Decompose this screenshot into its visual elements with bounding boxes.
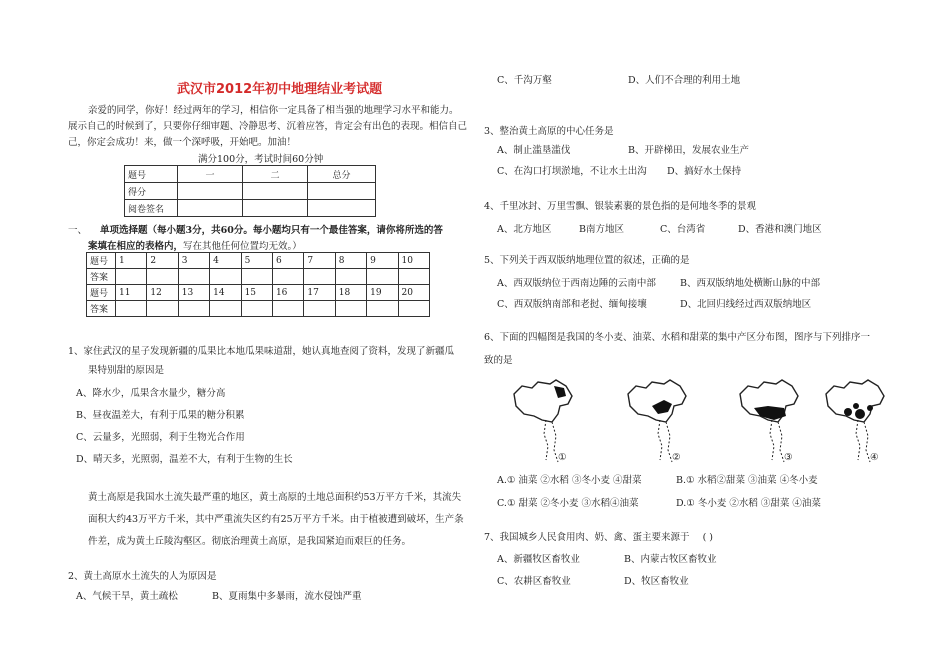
q1-option-a[interactable]: A、降水少，瓜果含水量少，糖分高: [76, 388, 226, 399]
china-map-1: [508, 376, 580, 466]
question-number: 15: [241, 285, 272, 301]
score-cell[interactable]: [178, 200, 243, 217]
question-number: 12: [147, 285, 178, 301]
question-number: 10: [398, 253, 429, 269]
q5-option-d[interactable]: D、北回归线经过西双版纳地区: [680, 299, 812, 310]
question-number: 3: [178, 253, 209, 269]
q5-option-b[interactable]: B、西双版纳地处横断山脉的中部: [680, 278, 820, 289]
q1-option-c[interactable]: C、云量多，光照弱，利于生物光合作用: [76, 432, 245, 443]
q4-option-d[interactable]: D、香港和澳门地区: [738, 224, 822, 235]
question-number: 8: [335, 253, 366, 269]
question-number: 18: [335, 285, 366, 301]
q7-option-c[interactable]: C、农耕区畜牧业: [497, 576, 571, 587]
answer-row-label: 题号: [87, 253, 116, 269]
answer-cell[interactable]: [178, 269, 209, 285]
q7-option-b[interactable]: B、内蒙古牧区畜牧业: [624, 554, 717, 565]
score-cell: 阅卷签名: [125, 200, 178, 217]
china-map-2-icon: [622, 376, 694, 466]
passage-line-2: 面积大约43万平方千米，其中严重流失区约有25万平方千米。由于植被遭到破坏，生产条: [88, 514, 464, 525]
answer-cell[interactable]: [147, 301, 178, 317]
q3-stem: 3、整治黄土高原的中心任务是: [484, 126, 614, 137]
intro-line-1: 亲爱的同学，你好！经过两年的学习，相信你一定具备了相当强的地理学习水平和能力。: [88, 105, 459, 116]
q1-stem: 1、家住武汉的星子发现新疆的瓜果比本地瓜果味道甜，她认真地查阅了资料，发现了新疆瓜: [68, 346, 455, 357]
map-label-4: ④: [870, 452, 879, 463]
q2-option-c[interactable]: C、千沟万壑: [497, 75, 552, 86]
section-number: 一、: [68, 225, 88, 236]
answer-cell[interactable]: [335, 269, 366, 285]
answer-cell[interactable]: [335, 301, 366, 317]
score-table: [124, 165, 376, 217]
score-cell[interactable]: [308, 183, 376, 200]
question-number: 17: [304, 285, 335, 301]
q6-stem-2: 致的是: [484, 355, 513, 366]
answer-cell[interactable]: [304, 269, 335, 285]
score-cell: 总分: [308, 166, 376, 183]
q6-option-d[interactable]: D.① 冬小麦 ②水稻 ③甜菜 ④油菜: [676, 498, 821, 509]
answer-row-label: 答案: [87, 269, 116, 285]
paper-title: 武汉市2012年初中地理结业考试题: [177, 82, 383, 97]
answer-cell[interactable]: [398, 269, 429, 285]
q4-option-a[interactable]: A、北方地区: [497, 224, 552, 235]
answer-cell[interactable]: [272, 301, 303, 317]
score-cell[interactable]: [308, 200, 376, 217]
q1-option-d[interactable]: D、晴天多，光照弱，温差不大，有利于生物的生长: [76, 454, 293, 465]
intro-line-2: 展示自己的时候到了，只要你仔细审题、冷静思考、沉着应答，肯定会有出色的表现。相信自己: [68, 121, 468, 132]
score-cell: 题号: [125, 166, 178, 183]
q2-option-d[interactable]: D、人们不合理的利用土地: [628, 75, 741, 86]
answer-cell[interactable]: [304, 301, 335, 317]
china-map-3-icon: [734, 376, 806, 466]
china-map-4: [820, 376, 892, 466]
section-heading: 单项选择题（每小题3分，共60分。每小题均只有一个最佳答案，请你将所选的答: [100, 225, 443, 236]
q6-option-a[interactable]: A.① 油菜 ②水稻 ③冬小麦 ④甜菜: [497, 475, 642, 486]
question-number: 7: [304, 253, 335, 269]
q2-option-a[interactable]: A、气候干旱，黄土疏松: [76, 591, 178, 602]
score-cell: 得分: [125, 183, 178, 200]
answer-cell[interactable]: [210, 269, 241, 285]
question-number: 13: [178, 285, 209, 301]
score-cell: 一: [178, 166, 243, 183]
answer-cell[interactable]: [178, 301, 209, 317]
answer-row-label: 答案: [87, 301, 116, 317]
question-number: 6: [272, 253, 303, 269]
q3-option-a[interactable]: A、制止滥垦滥伐: [497, 145, 571, 156]
q4-stem: 4、千里冰封、万里雪飘、银装素裹的景色指的是何地冬季的景观: [484, 201, 757, 212]
q5-option-a[interactable]: A、西双版纳位于西南边陲的云南中部: [497, 278, 656, 289]
map-label-2: ②: [672, 452, 681, 463]
question-number: 11: [116, 285, 147, 301]
answer-cell[interactable]: [116, 301, 147, 317]
question-number: 19: [367, 285, 398, 301]
answer-cell[interactable]: [241, 269, 272, 285]
q7-option-d[interactable]: D、牧区畜牧业: [624, 576, 689, 587]
china-map-4-icon: [820, 376, 892, 466]
q7-stem: [484, 529, 713, 543]
passage-line-3: 件差，成为黄土丘陵沟壑区。彻底治理黄土高原，是我国紧迫而艰巨的任务。: [88, 536, 412, 547]
map-label-3: ③: [784, 452, 793, 463]
answer-cell[interactable]: [210, 301, 241, 317]
answer-cell[interactable]: [147, 269, 178, 285]
q3-option-d[interactable]: D、搞好水土保持: [667, 166, 742, 177]
q3-option-b[interactable]: B、开辟梯田，发展农业生产: [628, 145, 749, 156]
answer-cell[interactable]: [116, 269, 147, 285]
q4-option-c[interactable]: C、台湾省: [660, 224, 706, 235]
score-cell: 二: [243, 166, 308, 183]
answer-row-label: 题号: [87, 285, 116, 301]
q3-option-c[interactable]: C、在沟口打坝淤地，不让水土出沟: [497, 166, 647, 177]
q6-option-b[interactable]: B.① 水稻②甜菜 ③油菜 ④冬小麦: [676, 475, 818, 486]
q2-option-b[interactable]: B、夏雨集中多暴雨，流水侵蚀严重: [212, 591, 362, 602]
passage-line-1: 黄土高原是我国水土流失最严重的地区，黄土高原的土地总面积约53万平方千米，其流失: [88, 492, 462, 503]
score-info: 满分100分，考试时间60分钟: [198, 154, 324, 165]
answer-cell[interactable]: [241, 301, 272, 317]
q7-stem-text: 7、我国城乡人民食用肉、奶、禽、蛋主要来源于: [484, 532, 690, 543]
q6-stem: 6、下面的四幅图是我国的冬小麦、油菜、水稻和甜菜的集中产区分布图，图序与下列排序一: [484, 332, 871, 343]
question-number: 1: [116, 253, 147, 269]
answer-table: [86, 252, 430, 317]
question-number: 4: [210, 253, 241, 269]
question-number: 14: [210, 285, 241, 301]
question-number: 5: [241, 253, 272, 269]
question-number: 2: [147, 253, 178, 269]
china-map-2: [622, 376, 694, 466]
china-map-3: [734, 376, 806, 466]
q5-stem: 5、下列关于西双版纳地理位置的叙述，正确的是: [484, 255, 690, 266]
map-label-1: ①: [558, 452, 567, 463]
q6-option-c[interactable]: C.① 甜菜 ②冬小麦 ③水稻④油菜: [497, 498, 639, 509]
intro-line-3: 己，你定会成功！来，做一个深呼吸，开始吧。加油！: [68, 137, 297, 148]
q7-option-a[interactable]: A、新疆牧区畜牧业: [497, 554, 580, 565]
section-heading-bold: 案填在相应的表格内，: [88, 241, 184, 252]
q7-answer-paren[interactable]: ( ): [702, 532, 714, 543]
q2-stem: 2、黄土高原水土流失的人为原因是: [68, 571, 217, 582]
question-number: 20: [398, 285, 429, 301]
answer-cell[interactable]: [272, 269, 303, 285]
answer-cell[interactable]: [367, 269, 398, 285]
score-cell[interactable]: [243, 200, 308, 217]
section-note: 写在其他任何位置均无效。）: [183, 241, 302, 252]
score-cell[interactable]: [178, 183, 243, 200]
answer-cell[interactable]: [367, 301, 398, 317]
section-heading-line-2: [88, 238, 302, 252]
answer-cell[interactable]: [398, 301, 429, 317]
q4-option-b[interactable]: B南方地区: [579, 224, 624, 235]
q5-option-c[interactable]: C、西双版纳南部和老挝、缅甸接壤: [497, 299, 647, 310]
q1-option-b[interactable]: B、昼夜温差大，有利于瓜果的糖分积累: [76, 410, 245, 421]
china-map-1-icon: [508, 376, 580, 466]
question-number: 16: [272, 285, 303, 301]
question-number: 9: [367, 253, 398, 269]
score-cell[interactable]: [243, 183, 308, 200]
q1-stem-2: 果特别甜的原因是: [88, 365, 165, 376]
